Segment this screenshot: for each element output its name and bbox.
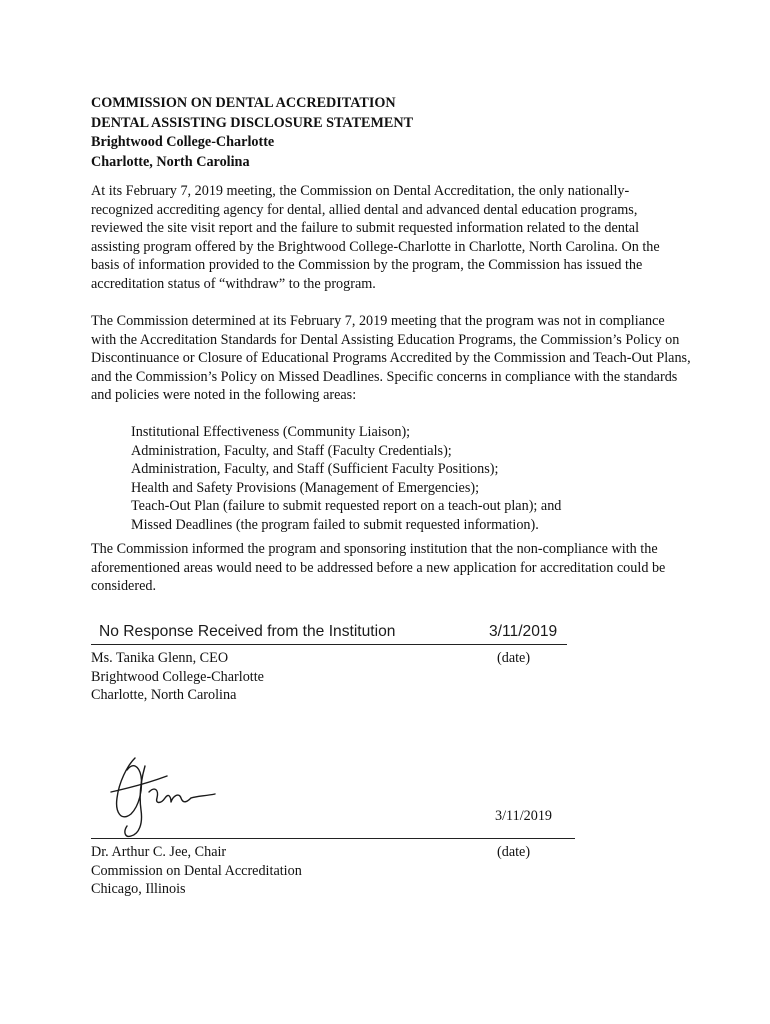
commission-signer-location: Chicago, Illinois <box>91 881 186 898</box>
list-item: Institutional Effectiveness (Community Liaison); <box>131 424 411 440</box>
institution-signer-location: Charlotte, North Carolina <box>91 687 237 704</box>
noncompliance-areas-list <box>131 423 561 535</box>
list-item: Administration, Faculty, and Staff (Faculty Credentials); <box>131 442 452 459</box>
list-item: Teach-Out Plan (failure to submit requested report on a teach-out plan); and <box>131 498 562 515</box>
paragraph-noncompliance: The Commission determined at its February 7, 2019 meeting that the program was not in compliance with the Accreditation Standards for Dental Assisting Education Programs, the Commission’s Policy on Discontinuance or Closure of Educational Programs Accredited by the Commission and Teach-Out Plans, and the Commission’s Policy on Missed Deadlines. Specific concerns in compliance with the standards and policies were noted in the following areas: <box>91 313 691 404</box>
commission-signer-org: Commission on Dental Accreditation <box>91 862 302 879</box>
institution-signature-date: 3/11/2019 <box>489 623 558 640</box>
heading-statement-title: DENTAL ASSISTING DISCLOSURE STATEMENT <box>91 114 414 131</box>
paragraph-accreditation-status: At its February 7, 2019 meeting, the Commission on Dental Accreditation, the only nationally-recognized accrediting agency for dental, allied dental and advanced dental education programs, reviewed the site visit report and the failure to submit requested information related to the dental assisting program offered by the Brightwood College-Charlotte in Charlotte, North Carolina. On the basis of information provided to the Commission by the program, the Commission has issued the accreditation status of “withdraw” to the program. <box>91 183 660 292</box>
heading-location: Charlotte, North Carolina <box>91 153 250 170</box>
institution-signer-block <box>91 649 264 705</box>
institution-signer-name: Ms. Tanika Glenn, CEO <box>91 650 229 666</box>
commission-signer-block <box>91 843 302 899</box>
list-item: Administration, Faculty, and Staff (Sufficient Faculty Positions); <box>131 461 499 478</box>
institution-date-label: (date) <box>497 650 531 666</box>
institution-signature-line <box>91 623 575 645</box>
institution-signature-text: No Response Received from the Institution <box>99 623 396 640</box>
institution-signature-rule <box>91 644 567 645</box>
list-item: Missed Deadlines (the program failed to submit requested information). <box>131 516 539 533</box>
institution-signer-org: Brightwood College-Charlotte <box>91 668 264 685</box>
handwritten-signature <box>105 752 235 840</box>
commission-signer-name: Dr. Arthur C. Jee, Chair <box>91 844 227 860</box>
paragraph-reapplication: The Commission informed the program and sponsoring institution that the non-compliance with the aforementioned areas would need to be addressed before a new application for accreditation could be considered. <box>91 541 666 595</box>
commission-signature-rule <box>91 838 575 839</box>
document-heading <box>91 94 413 172</box>
heading-commission: COMMISSION ON DENTAL ACCREDITATION <box>91 95 396 111</box>
list-item: Health and Safety Provisions (Management of Emergencies); <box>131 479 480 496</box>
heading-institution: Brightwood College-Charlotte <box>91 134 275 150</box>
commission-date-label: (date) <box>497 844 531 860</box>
commission-signature-date: 3/11/2019 <box>495 808 553 824</box>
